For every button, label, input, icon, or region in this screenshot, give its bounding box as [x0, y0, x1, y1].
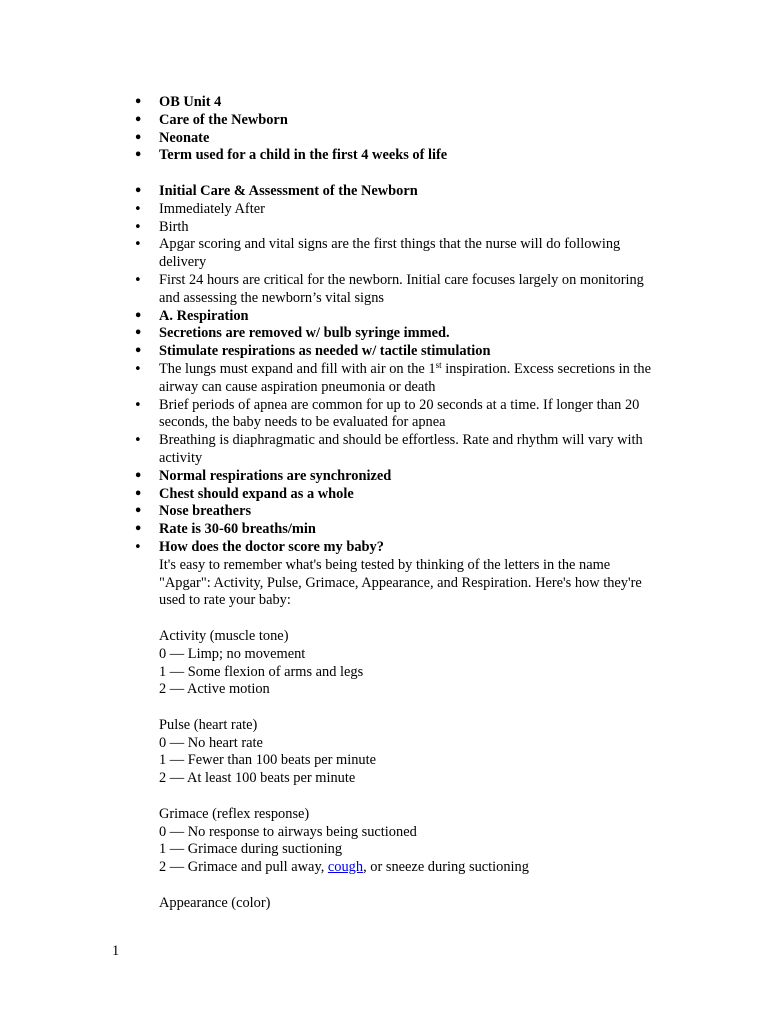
bullet-rate: • Rate is 30-60 breaths/min: [159, 521, 659, 539]
cough-link[interactable]: cough: [327, 859, 364, 876]
bullet-stimulate-respirations: • Stimulate respirations as needed w/ tactile stimulation: [159, 343, 659, 361]
pulse-section: [159, 717, 659, 788]
bullet-apgar-scoring: • Apgar scoring and vital signs are the first things that the nurse will do following delivery: [159, 236, 659, 272]
bullet-lungs-expand: [159, 361, 659, 397]
grimace-section: [159, 806, 659, 877]
pulse-score-2: 2 — At least 100 beats per minute: [159, 770, 356, 787]
grimace-score-1: 1 — Grimace during suctioning: [159, 841, 343, 858]
bullet-apnea: • Brief periods of apnea are common for up to 20 seconds at a time. If longer than 20 seconds, the baby needs to be evaluated for apnea: [159, 397, 659, 433]
bullet-diaphragmatic: • Breathing is diaphragmatic and should be effortless. Rate and rhythm will vary with activity: [159, 432, 659, 468]
bullet-apgar-question: [159, 539, 659, 610]
care-bullet-list: [159, 183, 659, 610]
superscript-st: st: [435, 359, 442, 370]
bullet-immediately-after: • Immediately After: [159, 201, 659, 219]
grimace-score-2: [159, 859, 659, 877]
apgar-question: • How does the doctor score my baby?: [159, 538, 384, 555]
document-body: [159, 94, 659, 913]
lungs-text-before: The lungs must expand and fill with air on the 1: [159, 360, 436, 377]
page-number: 1: [112, 943, 120, 959]
spacer: [159, 788, 659, 806]
spacer: [159, 699, 659, 717]
activity-score-2: 2 — Active motion: [159, 681, 270, 698]
activity-score-0: 0 — Limp; no movement: [159, 645, 306, 662]
spacer: [159, 165, 659, 183]
grimace-score-2-after: , or sneeze during suctioning: [363, 859, 529, 876]
spacer: [159, 877, 659, 895]
bullet-chest-expand: • Chest should expand as a whole: [159, 486, 659, 504]
bullet-neonate-definition: • Term used for a child in the first 4 weeks of life: [159, 147, 659, 165]
bullet-first-24-hours: • First 24 hours are critical for the newborn. Initial care focuses largely on monitoring and assessing the newborn’s vital signs: [159, 272, 659, 308]
activity-score-1: 1 — Some flexion of arms and legs: [159, 663, 364, 680]
bullet-secretions: • Secretions are removed w/ bulb syringe immed.: [159, 325, 659, 343]
activity-title: Activity (muscle tone): [159, 627, 289, 644]
bullet-care-of-newborn: • Care of the Newborn: [159, 112, 659, 130]
bullet-neonate: • Neonate: [159, 130, 659, 148]
bullet-nose-breathers: • Nose breathers: [159, 503, 659, 521]
lungs-text-after: inspiration. Excess secretions in the airway can cause aspiration pneumonia or death: [159, 360, 652, 395]
activity-section: [159, 628, 659, 699]
bullet-birth: • Birth: [159, 219, 659, 237]
heading-bullet-list: [159, 94, 659, 165]
grimace-score-0: 0 — No response to airways being suctioned: [159, 823, 417, 840]
bullet-unit-title: • OB Unit 4: [159, 94, 659, 112]
spacer: [159, 610, 659, 628]
grimace-score-2-before: 2 — Grimace and pull away,: [159, 859, 328, 876]
grimace-title: Grimace (reflex response): [159, 805, 310, 822]
appearance-title: Appearance (color): [159, 894, 271, 911]
pulse-score-0: 0 — No heart rate: [159, 734, 263, 751]
bullet-respiration-heading: • A. Respiration: [159, 308, 659, 326]
bullet-initial-care: • Initial Care & Assessment of the Newborn: [159, 183, 659, 201]
apgar-intro: It's easy to remember what's being tested by thinking of the letters in the name "Apgar": Activity, Pulse, Grimace, Appearance, and Respiration. Here's how they're used to rate your baby:: [159, 556, 642, 609]
pulse-score-1: 1 — Fewer than 100 beats per minute: [159, 752, 377, 769]
appearance-section: [159, 895, 659, 913]
bullet-synchronized: • Normal respirations are synchronized: [159, 468, 659, 486]
pulse-title: Pulse (heart rate): [159, 716, 258, 733]
